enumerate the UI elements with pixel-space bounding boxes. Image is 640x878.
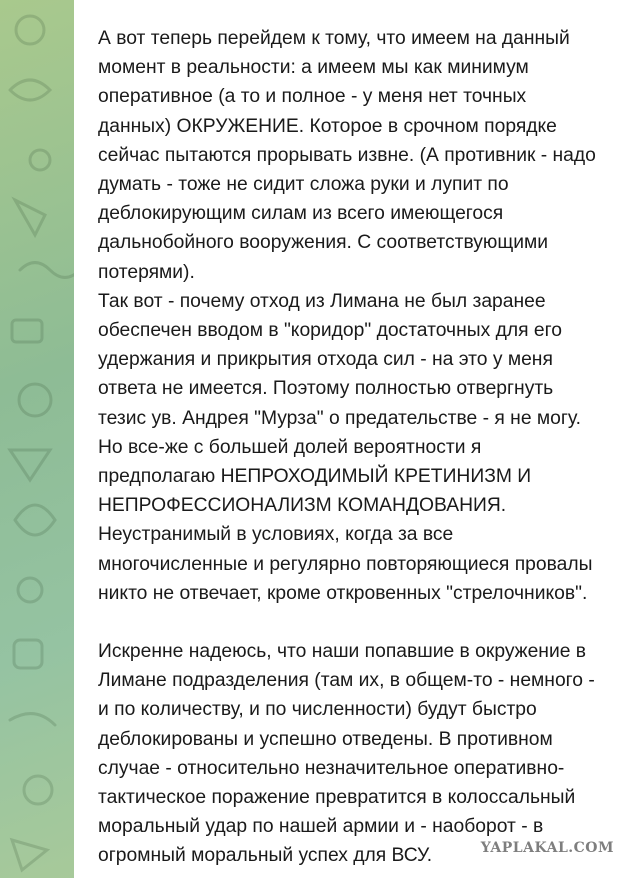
message-paragraph: Так вот - почему отход из Лимана не был заранее обеспечен вводом в "коридор" достаточных для его удержания и прикрытия отхода сил - на это у меня ответа не имеется. Поэтому полностью отвергнуть тезис ув. Андрея "Мурза" о предательстве - я не могу. Но все-же с большей долей вероятности я предполагаю НЕПРОХОДИМЫЙ КРЕТИНИЗМ И НЕПРОФЕССИОНАЛИЗМ КОМАНДОВАНИЯ. Неустранимый в условиях, когда за все многочисленные и регулярно повторяющиеся провалы никто не отвечает, кроме откровенных "стрелочников". [98, 290, 593, 604]
message-paragraph: Искренне надеюсь, что наши попавшие в окружение в Лимане подразделения (там их, в общем-то - немного - и по количеству, и по численности) будут быстро деблокированы и успешно отведены. В противном случае - относительно незначительное оперативно- тактическое поражение превратится в колоссальный моральный удар по нашей армии и - наоборот - в огромный моральный успех для ВСУ. [98, 641, 595, 867]
message-text [98, 24, 614, 871]
paragraph-spacer [98, 608, 614, 637]
message-paragraph: А вот теперь перейдем к тому, что имеем на данный момент в реальности: а имеем мы как минимум оперативное (а то и полное - у меня нет точных данных) ОКРУЖЕНИЕ. Которое в срочном порядке сейчас пытаются прорывать извне. (А противник - надо думать - тоже не сидит сложа руки и лупит по деблокирующим силам из всего имеющегося дальнобойного вооружения. С соответствующими потерями). [98, 28, 596, 283]
watermark: YAPLAKAL.COM [480, 840, 614, 856]
message-bubble [74, 0, 640, 878]
